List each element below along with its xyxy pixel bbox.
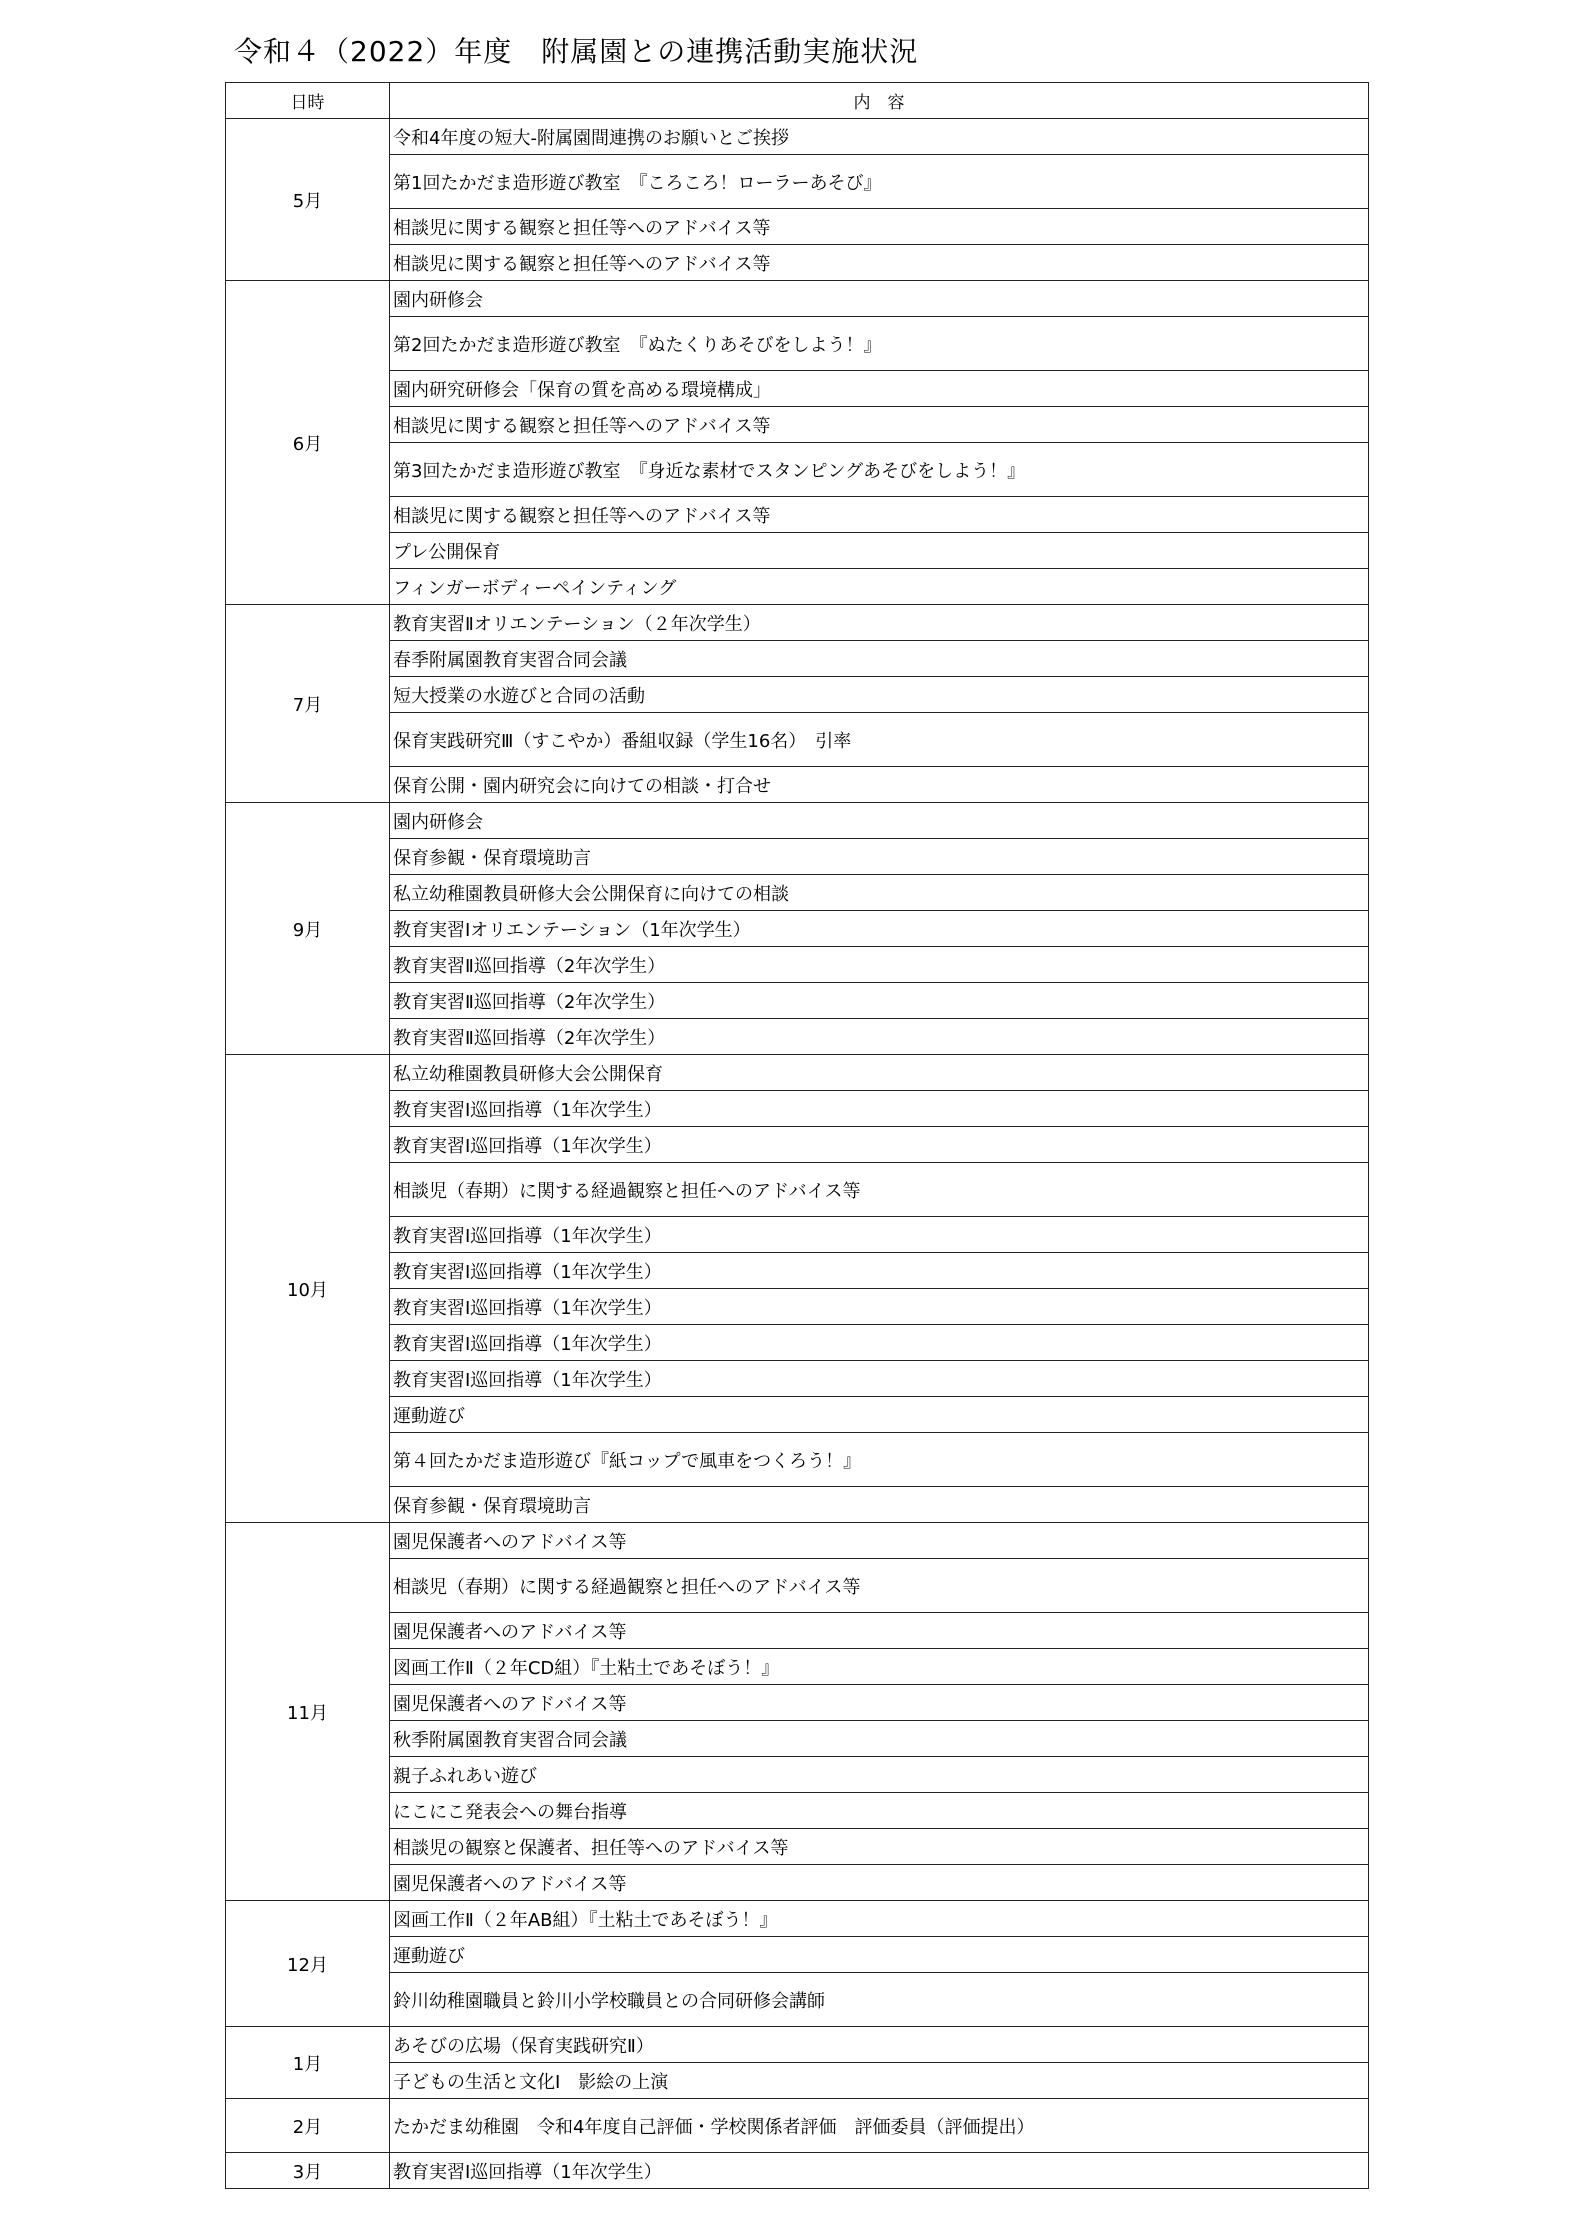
table-row xyxy=(226,1217,1369,1253)
activity-cell: 運動遊び xyxy=(390,1397,1369,1433)
month-cell: 7月 xyxy=(226,605,390,803)
table-row xyxy=(226,767,1369,803)
activity-cell: 園児保護者へのアドバイス等 xyxy=(390,1685,1369,1721)
activity-cell: 園内研究研修会「保育の質を高める環境構成」 xyxy=(390,371,1369,407)
activity-cell: 教育実習Ⅱ巡回指導（2年次学生） xyxy=(390,947,1369,983)
table-row xyxy=(226,533,1369,569)
table-row xyxy=(226,1613,1369,1649)
activity-cell: 保育公開・園内研究会に向けての相談・打合せ xyxy=(390,767,1369,803)
activity-cell: 教育実習Ⅰ巡回指導（1年次学生） xyxy=(390,1289,1369,1325)
table-body xyxy=(226,119,1369,2189)
activity-cell: 教育実習Ⅱ巡回指導（2年次学生） xyxy=(390,983,1369,1019)
table-row xyxy=(226,1973,1369,2027)
table-row xyxy=(226,317,1369,371)
header-row xyxy=(226,83,1369,119)
activity-cell: 教育実習Ⅰ巡回指導（1年次学生） xyxy=(390,1325,1369,1361)
table-row xyxy=(226,1721,1369,1757)
activity-cell: にこにこ発表会への舞台指導 xyxy=(390,1793,1369,1829)
table-row xyxy=(226,281,1369,317)
table-row xyxy=(226,497,1369,533)
activity-cell: 保育参観・保育環境助言 xyxy=(390,839,1369,875)
table-row xyxy=(226,2099,1369,2153)
activity-cell: 鈴川幼稚園職員と鈴川小学校職員との合同研修会講師 xyxy=(390,1973,1369,2027)
table-row xyxy=(226,209,1369,245)
activity-cell: 相談児に関する観察と担任等へのアドバイス等 xyxy=(390,407,1369,443)
table-row xyxy=(226,1163,1369,1217)
activity-cell: 私立幼稚園教員研修大会公開保育 xyxy=(390,1055,1369,1091)
activity-cell: 園児保護者へのアドバイス等 xyxy=(390,1613,1369,1649)
table-row xyxy=(226,641,1369,677)
table-row xyxy=(226,407,1369,443)
table-row xyxy=(226,1829,1369,1865)
activity-cell: 園内研修会 xyxy=(390,281,1369,317)
table-row xyxy=(226,1523,1369,1559)
activity-cell: 秋季附属園教育実習合同会議 xyxy=(390,1721,1369,1757)
table-row xyxy=(226,245,1369,281)
activity-cell: 教育実習Ⅰオリエンテーション（1年次学生） xyxy=(390,911,1369,947)
activity-cell: 第1回たかだま造形遊び教室 『ころころ！ローラーあそび』 xyxy=(390,155,1369,209)
table-row xyxy=(226,155,1369,209)
table-row xyxy=(226,443,1369,497)
table-row xyxy=(226,911,1369,947)
activity-cell: 教育実習Ⅰ巡回指導（1年次学生） xyxy=(390,1217,1369,1253)
table-row xyxy=(226,1325,1369,1361)
table-row xyxy=(226,569,1369,605)
table-row xyxy=(226,605,1369,641)
month-cell: 3月 xyxy=(226,2153,390,2189)
table-row xyxy=(226,1649,1369,1685)
month-cell: 6月 xyxy=(226,281,390,605)
table-row xyxy=(226,119,1369,155)
table-row xyxy=(226,677,1369,713)
table-row xyxy=(226,1397,1369,1433)
activity-cell: 教育実習Ⅱ巡回指導（2年次学生） xyxy=(390,1019,1369,1055)
table-row xyxy=(226,1559,1369,1613)
month-cell: 9月 xyxy=(226,803,390,1055)
activity-cell: 園児保護者へのアドバイス等 xyxy=(390,1865,1369,1901)
activity-cell: 保育参観・保育環境助言 xyxy=(390,1487,1369,1523)
activity-cell: 相談児（春期）に関する経過観察と担任へのアドバイス等 xyxy=(390,1559,1369,1613)
activity-cell: 相談児の観察と保護者、担任等へのアドバイス等 xyxy=(390,1829,1369,1865)
table-row xyxy=(226,2063,1369,2099)
activity-cell: 第3回たかだま造形遊び教室 『身近な素材でスタンピングあそびをしよう！』 xyxy=(390,443,1369,497)
table-row xyxy=(226,875,1369,911)
table-row xyxy=(226,1865,1369,1901)
activity-cell: 相談児に関する観察と担任等へのアドバイス等 xyxy=(390,209,1369,245)
header-date: 日時 xyxy=(226,83,390,119)
table-row xyxy=(226,1361,1369,1397)
month-cell: 2月 xyxy=(226,2099,390,2153)
activity-cell: あそびの広場（保育実践研究Ⅱ） xyxy=(390,2027,1369,2063)
activity-cell: 第2回たかだま造形遊び教室 『ぬたくりあそびをしよう！』 xyxy=(390,317,1369,371)
activity-cell: 相談児（春期）に関する経過観察と担任へのアドバイス等 xyxy=(390,1163,1369,1217)
activity-cell: プレ公開保育 xyxy=(390,533,1369,569)
activity-cell: 教育実習Ⅰ巡回指導（1年次学生） xyxy=(390,2153,1369,2189)
table-row xyxy=(226,1487,1369,1523)
activity-cell: 私立幼稚園教員研修大会公開保育に向けての相談 xyxy=(390,875,1369,911)
activity-cell: 親子ふれあい遊び xyxy=(390,1757,1369,1793)
activity-cell: 教育実習Ⅰ巡回指導（1年次学生） xyxy=(390,1091,1369,1127)
table-row xyxy=(226,1433,1369,1487)
table-row xyxy=(226,2027,1369,2063)
activity-cell: 保育実践研究Ⅲ（すこやか）番組収録（学生16名） 引率 xyxy=(390,713,1369,767)
table-row xyxy=(226,1937,1369,1973)
table-row xyxy=(226,1757,1369,1793)
page-title: 令和４（2022）年度 附属園との連携活動実施状況 xyxy=(234,35,919,68)
table-row xyxy=(226,803,1369,839)
table-row xyxy=(226,1091,1369,1127)
table-row xyxy=(226,371,1369,407)
table-row xyxy=(226,1127,1369,1163)
activity-cell: たかだま幼稚園 令和4年度自己評価・学校関係者評価 評価委員（評価提出） xyxy=(390,2099,1369,2153)
table-row xyxy=(226,713,1369,767)
activity-cell: 第４回たかだま造形遊び『紙コップで風車をつくろう！』 xyxy=(390,1433,1369,1487)
activity-cell: 相談児に関する観察と担任等へのアドバイス等 xyxy=(390,497,1369,533)
table-row xyxy=(226,2153,1369,2189)
activity-cell: フィンガーボディーペインティング xyxy=(390,569,1369,605)
month-cell: 11月 xyxy=(226,1523,390,1901)
activity-cell: 相談児に関する観察と担任等へのアドバイス等 xyxy=(390,245,1369,281)
activity-cell: 運動遊び xyxy=(390,1937,1369,1973)
month-cell: 1月 xyxy=(226,2027,390,2099)
table-row xyxy=(226,1685,1369,1721)
activity-cell: 教育実習Ⅱオリエンテーション（２年次学生） xyxy=(390,605,1369,641)
activity-cell: 教育実習Ⅰ巡回指導（1年次学生） xyxy=(390,1253,1369,1289)
activity-cell: 図画工作Ⅱ（２年CD組）『土粘土であそぼう！』 xyxy=(390,1649,1369,1685)
table-row xyxy=(226,1793,1369,1829)
activity-cell: 園児保護者へのアドバイス等 xyxy=(390,1523,1369,1559)
table-row xyxy=(226,1901,1369,1937)
table-row xyxy=(226,1019,1369,1055)
table-row xyxy=(226,1253,1369,1289)
activity-cell: 園内研修会 xyxy=(390,803,1369,839)
activity-cell: 短大授業の水遊びと合同の活動 xyxy=(390,677,1369,713)
month-cell: 12月 xyxy=(226,1901,390,2027)
activity-cell: 春季附属園教育実習合同会議 xyxy=(390,641,1369,677)
table-row xyxy=(226,1289,1369,1325)
month-cell: 5月 xyxy=(226,119,390,281)
table-row xyxy=(226,983,1369,1019)
table-row xyxy=(226,1055,1369,1091)
activity-cell: 令和4年度の短大-附属園間連携のお願いとご挨拶 xyxy=(390,119,1369,155)
month-cell: 10月 xyxy=(226,1055,390,1523)
activity-table xyxy=(225,82,1369,2189)
table-row xyxy=(226,839,1369,875)
activity-cell: 教育実習Ⅰ巡回指導（1年次学生） xyxy=(390,1127,1369,1163)
activity-cell: 教育実習Ⅰ巡回指導（1年次学生） xyxy=(390,1361,1369,1397)
table-row xyxy=(226,947,1369,983)
activity-cell: 図画工作Ⅱ（２年AB組）『土粘土であそぼう！』 xyxy=(390,1901,1369,1937)
activity-cell: 子どもの生活と文化Ⅰ 影絵の上演 xyxy=(390,2063,1369,2099)
header-content: 内 容 xyxy=(390,83,1369,119)
